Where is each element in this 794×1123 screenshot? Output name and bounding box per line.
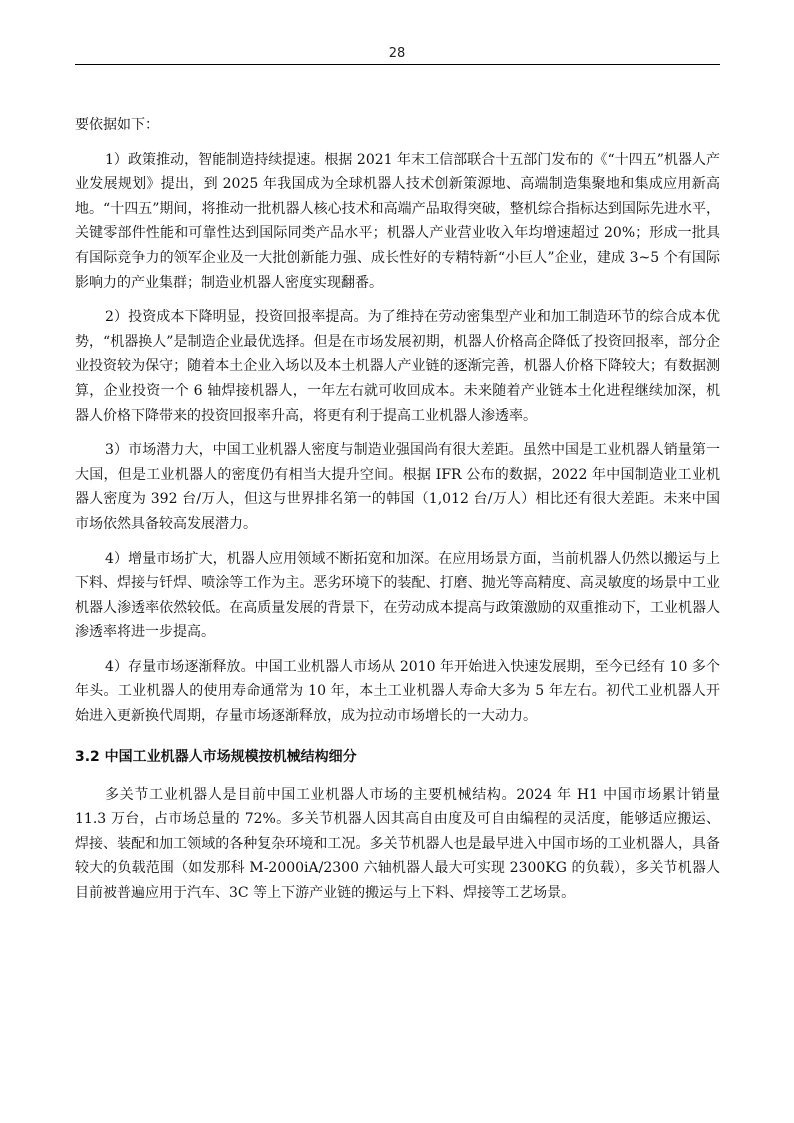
section-heading: 3.2 中国工业机器人市场规模按机械结构细分 bbox=[75, 748, 357, 765]
header-rule bbox=[75, 64, 720, 65]
paragraph-policy: 1）政策推动，智能制造持续提速。根据 2021 年末工信部联合十五部门发布的《“十四五”机器人产业发展规划》提出，到 2025 年我国成为全球机器人技术创新策源地、高端制造集聚地和集成应用新高地。“十四五”期间，将推动一批机器人核心技术和高端产品取得突破，整机综合指标达到国际先进水平，关键零部件性能和可靠性达到国际同类产品水平；机器人产业营业收入年均增速超过 20%；形成一批具有国际竞争力的领军企业及一大批创新能力强、成长性好的专精特新“小巨人”企业，建成 3~5 个有国际影响力的产业集群；制造业机器人密度实现翻番。 bbox=[75, 151, 720, 291]
paragraph-investment: 2）投资成本下降明显，投资回报率提高。为了维持在劳动密集型产业和加工制造环节的综合成本优势，“机器换人”是制造企业最优选择。但是在市场发展初期，机器人价格高企降低了投资回报率，部分企业投资较为保守；随着本土企业入场以及本土机器人产业链的逐渐完善，机器人价格下降较大；有数据测算，企业投资一个 6 轴焊接机器人，一年左右就可收回成本。未来随着产业链本土化进程继续加深，机器人价格下降带来的投资回报率升高，将更有利于提高工业机器人渗透率。 bbox=[75, 309, 720, 424]
page-number: 28 bbox=[388, 46, 406, 61]
document-body bbox=[75, 113, 720, 916]
intro-text: 要依据如下： bbox=[75, 117, 159, 133]
paragraph-stock-market: 4）存量市场逐渐释放。中国工业机器人市场从 2010 年开始进入快速发展期，至今已经有 10 多个年头。工业机器人的使用寿命通常为 10 年，本土工业机器人寿命大多为 5 年左右。初代工业机器人开始进入更新换代周期，存量市场逐渐释放，成为拉动市场增长的一大动力。 bbox=[75, 658, 720, 725]
section-body: 多关节工业机器人是目前中国工业机器人市场的主要机械结构。2024 年 H1 中国市场累计销量 11.3 万台，占市场总量的 72%。多关节机器人因其高自由度及可自由编程的灵活度，能够适应搬运、焊接、装配和加工领域的各种复杂环境和工况。多关节机器人也是最早进入中国市场的工业机器人，具备较大的负载范围（如发那科 M-2000iA/2300 六轴机器人最大可实现 2300KG 的负载），多关节机器人目前被普遍应用于汽车、3C 等上下游产业链的搬运与上下料、焊接等工艺场景。 bbox=[75, 786, 720, 902]
paragraph-incremental-market: 4）增量市场扩大，机器人应用领域不断拓宽和加深。在应用场景方面，当前机器人仍然以搬运与上下料、焊接与钎焊、喷涂等工作为主。恶劣环境下的装配、打磨、抛光等高精度、高灵敏度的场景中工业机器人渗透率依然较低。在高质量发展的背景下，在劳动成本提高与政策激励的双重推动下，工业机器人渗透率将进一步提高。 bbox=[75, 550, 720, 641]
paragraph-market-potential: 3）市场潜力大，中国工业机器人密度与制造业强国尚有很大差距。虽然中国是工业机器人销量第一大国，但是工业机器人的密度仍有相当大提升空间。根据 IFR 公布的数据，2022 年中国制造业工业机器人密度为 392 台/万人，但这与世界排名第一的韩国（1,012 台/万人）相比还有很大差距。未来中国市场依然具备较高发展潜力。 bbox=[75, 442, 720, 532]
